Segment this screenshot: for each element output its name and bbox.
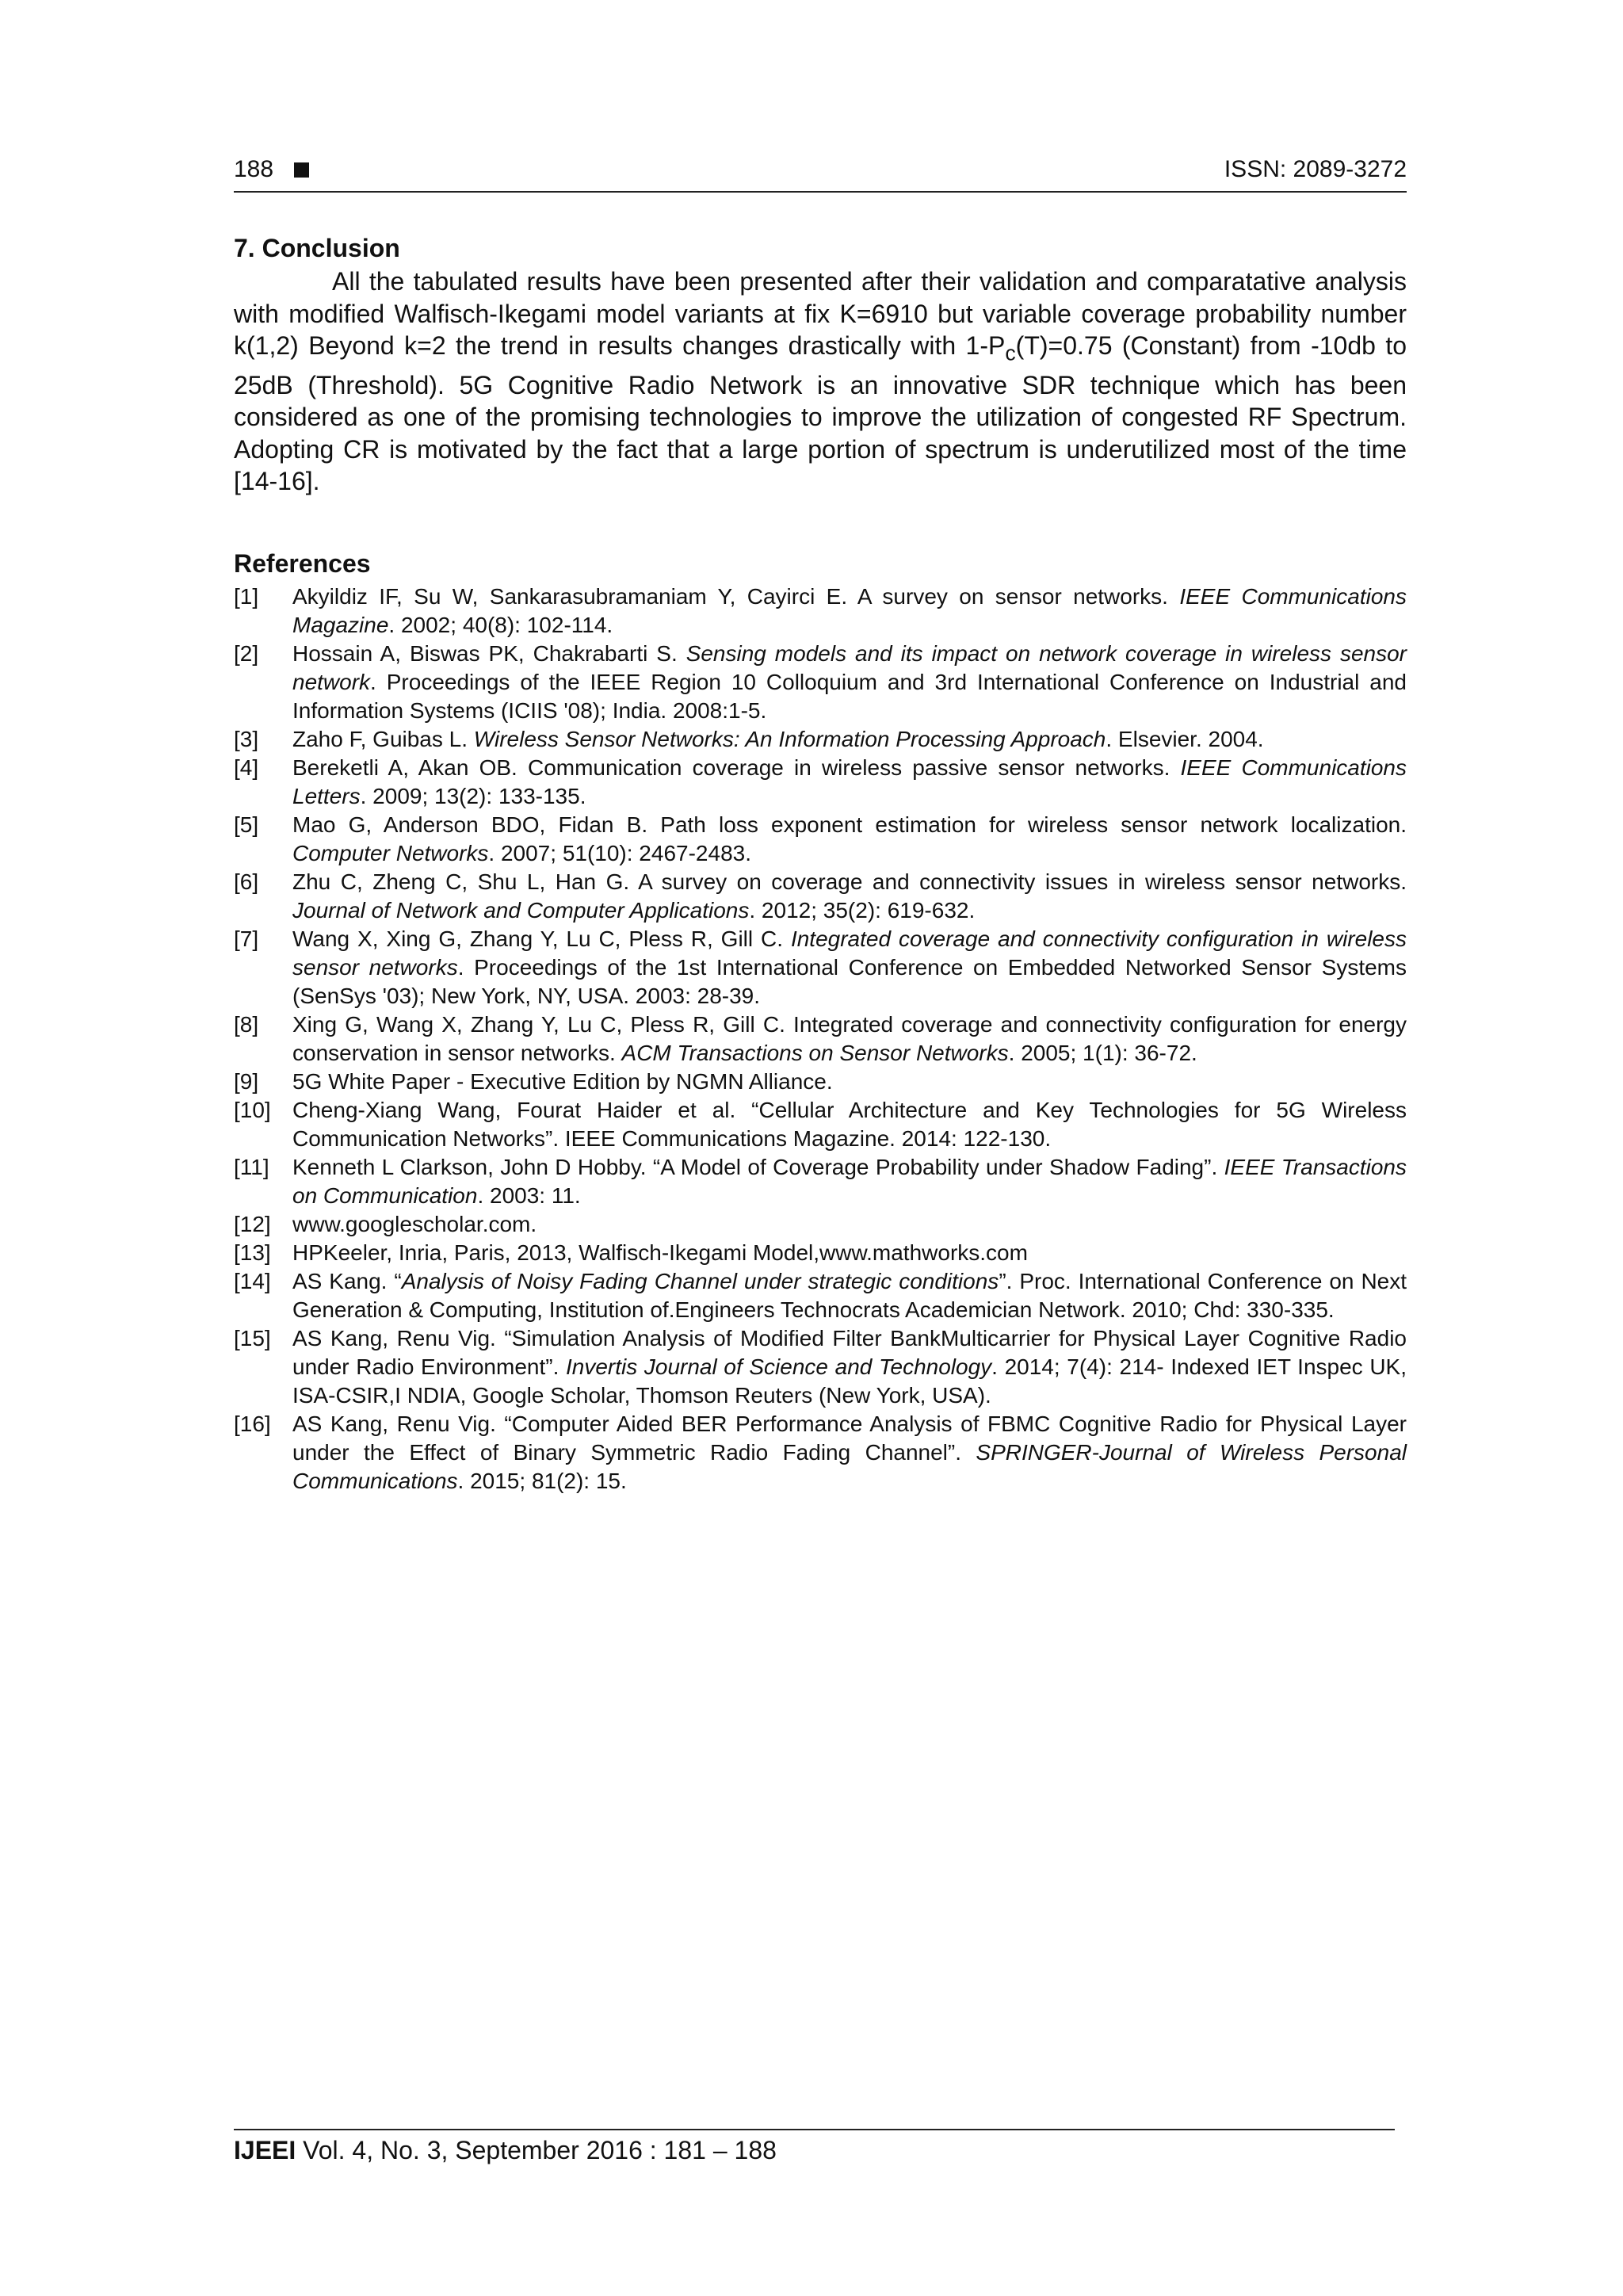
reference-number: [2]	[234, 641, 259, 666]
reference-text-part: . Elsevier. 2004.	[1106, 727, 1264, 751]
reference-item	[234, 1096, 1407, 1153]
reference-number: [15]	[234, 1326, 271, 1350]
reference-item	[234, 1267, 1407, 1324]
reference-item	[234, 725, 1407, 754]
reference-text-part: . Proceedings of the IEEE Region 10 Colloquium and 3rd International Conference on Industrial and Information Systems (ICIIS '08); India. 2008:1-5.	[292, 670, 1407, 723]
reference-text	[292, 725, 1407, 754]
reference-item	[234, 1210, 1407, 1239]
reference-number: [11]	[234, 1155, 269, 1179]
reference-number: [7]	[234, 926, 259, 951]
reference-italic-title: Invertis Journal of Science and Technology	[566, 1354, 992, 1379]
conclusion-text-part1: All the tabulated results have been presented after their validation and comparatative analysis with modified Walfisch-Ikegami model variants at fix K=6910 but variable coverage probability number k(1,2) Beyond k=2 the trend in results changes drastically with 1-P	[234, 267, 1407, 360]
reference-item	[234, 925, 1407, 1010]
reference-text-part: . 2003: 11.	[477, 1183, 581, 1208]
reference-text-part: Bereketli A, Akan OB. Communication coverage in wireless passive sensor networks.	[292, 755, 1181, 780]
reference-text	[292, 1239, 1407, 1267]
reference-list	[234, 583, 1407, 1496]
reference-italic-title: IEEE Communications Magazine	[292, 584, 1407, 637]
conclusion-paragraph	[234, 266, 1407, 498]
reference-text-part: Kenneth L Clarkson, John D Hobby. “A Model of Coverage Probability under Shadow Fading”.	[292, 1155, 1224, 1179]
issn: ISSN: 2089-3272	[1224, 156, 1407, 182]
reference-number: [4]	[234, 755, 259, 780]
reference-number: [9]	[234, 1069, 259, 1094]
reference-item	[234, 583, 1407, 640]
references-title: References	[234, 549, 371, 578]
reference-text-part: Hossain A, Biswas PK, Chakrabarti S.	[292, 641, 686, 666]
reference-text-part: . 2012; 35(2): 619-632.	[749, 898, 976, 923]
reference-italic-title: IEEE Communications Letters	[292, 755, 1407, 808]
reference-italic-title: Sensing models and its impact on network coverage in wireless sensor network	[292, 641, 1407, 694]
reference-text	[292, 1324, 1407, 1410]
reference-text	[292, 1410, 1407, 1496]
page-footer	[234, 2129, 1395, 2165]
reference-number: [13]	[234, 1240, 271, 1265]
reference-text-part: Cheng-Xiang Wang, Fourat Haider et al. “Cellular Architecture and Key Technologies for 5G Wireless Communication Networks”. IEEE Communications Magazine. 2014: 122-130.	[292, 1098, 1407, 1151]
reference-text-part: Zhu C, Zheng C, Shu L, Han G. A survey on coverage and connectivity issues in wireless sensor networks.	[292, 869, 1407, 894]
reference-text-part: AS Kang, Renu Vig. “Simulation Analysis of Modified Filter BankMulticarrier for Physical Layer Cognitive Radio under Radio Environment”.	[292, 1326, 1407, 1379]
journal-name: IJEEI	[234, 2136, 296, 2164]
reference-item	[234, 754, 1407, 811]
reference-text-part: AS Kang. “	[292, 1269, 402, 1293]
journal-citation: Vol. 4, No. 3, September 2016 : 181 – 188	[296, 2136, 777, 2164]
reference-text	[292, 811, 1407, 868]
reference-text	[292, 1010, 1407, 1068]
reference-italic-title: Journal of Network and Computer Applications	[292, 898, 750, 923]
conclusion-text-part2: (T)=0.75 (Constant) from -10db to 25dB (Threshold). 5G Cognitive Radio Network is an innovative SDR technique which has been considered as one of the promising technologies to improve the utilization of congested RF Spectrum. Adopting CR is motivated by the fact that a large portion of spectrum is underutilized most of the time [14-16].	[234, 331, 1407, 496]
reference-number: [12]	[234, 1212, 271, 1236]
reference-text	[292, 1267, 1407, 1324]
reference-text-part: Zaho F, Guibas L.	[292, 727, 474, 751]
reference-text-part: . 2015; 81(2): 15.	[457, 1469, 627, 1493]
reference-text	[292, 640, 1407, 725]
page-header	[234, 155, 1407, 193]
reference-text	[292, 1210, 1407, 1239]
reference-item	[234, 811, 1407, 868]
reference-item	[234, 1010, 1407, 1068]
reference-italic-title: SPRINGER-Journal of Wireless Personal Communications	[292, 1440, 1407, 1493]
reference-text-part: Akyildiz IF, Su W, Sankarasubramaniam Y, Cayirci E. A survey on sensor networks.	[292, 584, 1180, 609]
reference-number: [14]	[234, 1269, 271, 1293]
reference-text-part: . 2002; 40(8): 102-114.	[388, 613, 613, 637]
reference-text	[292, 1153, 1407, 1210]
reference-text-part: 5G White Paper - Executive Edition by NGMN Alliance.	[292, 1069, 833, 1094]
section-title-conclusion: 7. Conclusion	[234, 234, 400, 262]
reference-text-part: ”. Proc. International Conference on Next Generation & Computing, Institution of.Engineers Technocrats Academician Network. 2010; Chd: 330-335.	[292, 1269, 1407, 1322]
reference-italic-title: Computer Networks	[292, 841, 489, 865]
reference-italic-title: Wireless Sensor Networks: An Information Processing Approach	[473, 727, 1106, 751]
reference-item	[234, 1410, 1407, 1496]
reference-text-part: Xing G, Wang X, Zhang Y, Lu C, Pless R, Gill C. Integrated coverage and connectivity configuration for energy conservation in sensor networks.	[292, 1012, 1407, 1065]
reference-item	[234, 1239, 1407, 1267]
reference-text-part: AS Kang, Renu Vig. “Computer Aided BER Performance Analysis of FBMC Cognitive Radio for Physical Layer under the Effect of Binary Symmetric Radio Fading Channel”.	[292, 1412, 1407, 1465]
page-number-group	[234, 155, 309, 184]
reference-number: [5]	[234, 812, 259, 837]
reference-text-part: . 2014; 7(4): 214- Indexed IET Inspec UK, ISA-CSIR,I NDIA, Google Scholar, Thomson Reuters (New York, USA).	[292, 1354, 1407, 1408]
reference-text	[292, 1096, 1407, 1153]
subscript-c: c	[1005, 341, 1016, 365]
reference-text	[292, 925, 1407, 1010]
reference-italic-title: Integrated coverage and connectivity configuration in wireless sensor networks	[292, 926, 1407, 980]
reference-number: [3]	[234, 727, 259, 751]
reference-number: [1]	[234, 584, 259, 609]
reference-item	[234, 1153, 1407, 1210]
reference-italic-title: ACM Transactions on Sensor Networks	[621, 1041, 1009, 1065]
reference-text-part: HPKeeler, Inria, Paris, 2013, Walfisch-Ikegami Model,www.mathworks.com	[292, 1240, 1028, 1265]
reference-text-part: . 2005; 1(1): 36-72.	[1008, 1041, 1197, 1065]
reference-text-part: . 2009; 13(2): 133-135.	[360, 784, 586, 808]
reference-text	[292, 583, 1407, 640]
reference-number: [6]	[234, 869, 259, 894]
reference-number: [8]	[234, 1012, 259, 1037]
reference-item	[234, 1068, 1407, 1096]
reference-text-part: . Proceedings of the 1st International Conference on Embedded Networked Sensor Systems (SenSys '03); New York, NY, USA. 2003: 28-39.	[292, 955, 1407, 1008]
reference-number: [16]	[234, 1412, 271, 1436]
reference-text-part: Wang X, Xing G, Zhang Y, Lu C, Pless R, Gill C.	[292, 926, 791, 951]
reference-text-part: Mao G, Anderson BDO, Fidan B. Path loss exponent estimation for wireless sensor network localization.	[292, 812, 1407, 837]
reference-text	[292, 868, 1407, 925]
page-number: 188	[234, 156, 274, 182]
reference-number: [10]	[234, 1098, 271, 1122]
reference-italic-title: IEEE Transactions on Communication	[292, 1155, 1407, 1208]
reference-text	[292, 1068, 1407, 1096]
reference-item	[234, 868, 1407, 925]
reference-italic-title: Analysis of Noisy Fading Channel under strategic conditions	[401, 1269, 999, 1293]
reference-text	[292, 754, 1407, 811]
reference-item	[234, 1324, 1407, 1410]
black-square-icon	[294, 162, 309, 178]
reference-text-part: . 2007; 51(10): 2467-2483.	[488, 841, 751, 865]
reference-text-part: www.googlescholar.com.	[292, 1212, 537, 1236]
reference-item	[234, 640, 1407, 725]
